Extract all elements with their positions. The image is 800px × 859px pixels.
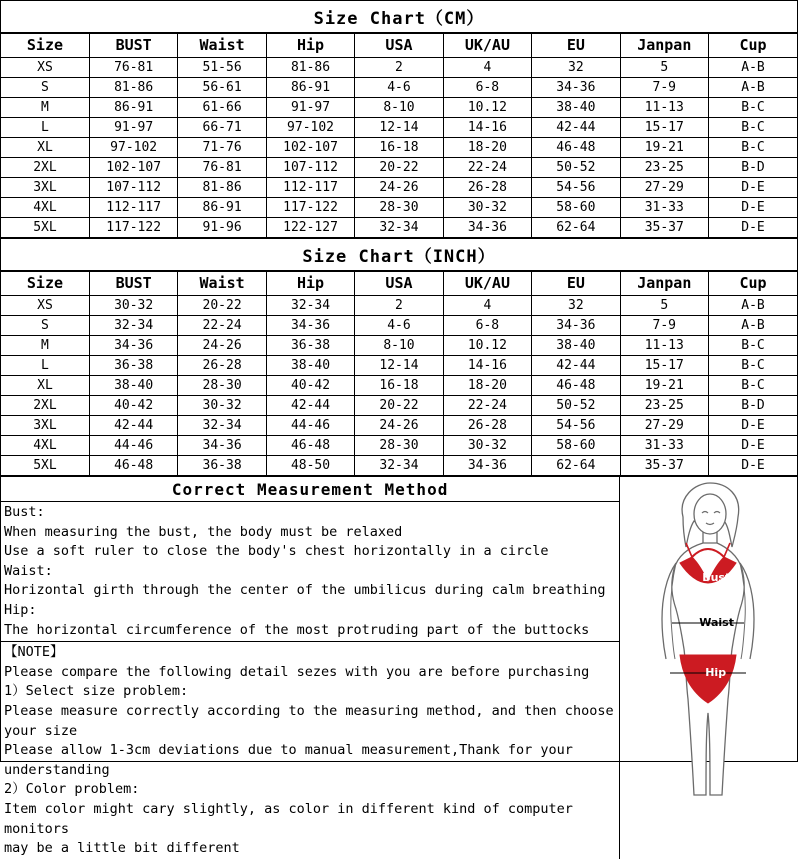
cell-eu: 32 bbox=[532, 296, 620, 316]
cell-janpan: 11-13 bbox=[620, 98, 708, 118]
column-header-eu: EU bbox=[532, 272, 620, 296]
cell-hip: 102-107 bbox=[266, 138, 354, 158]
table-row bbox=[1, 118, 797, 138]
cell-eu: 54-56 bbox=[532, 416, 620, 436]
cell-waist: 28-30 bbox=[178, 376, 266, 396]
cell-bust: 38-40 bbox=[89, 376, 177, 396]
cell-size: XL bbox=[1, 376, 89, 396]
cell-eu: 54-56 bbox=[532, 178, 620, 198]
table-row bbox=[1, 356, 797, 376]
cell-size: L bbox=[1, 356, 89, 376]
cell-janpan: 27-29 bbox=[620, 416, 708, 436]
cell-size: 4XL bbox=[1, 198, 89, 218]
note-line: Please allow 1-3cm deviations due to manual measurement,Thank for your bbox=[4, 742, 573, 759]
cell-bust: 76-81 bbox=[89, 58, 177, 78]
cell-size: XS bbox=[1, 296, 89, 316]
column-header-janpan: Janpan bbox=[620, 34, 708, 58]
table-row bbox=[1, 416, 797, 436]
method-line: Hip: bbox=[4, 601, 37, 618]
cell-bust: 107-112 bbox=[89, 178, 177, 198]
cell-cup: B-D bbox=[709, 396, 798, 416]
cell-size: M bbox=[1, 98, 89, 118]
cell-janpan: 31-33 bbox=[620, 436, 708, 456]
cell-bust: 44-46 bbox=[89, 436, 177, 456]
cell-size: S bbox=[1, 78, 89, 98]
cell-uk-au: 4 bbox=[443, 58, 531, 78]
cell-janpan: 7-9 bbox=[620, 316, 708, 336]
cell-waist: 71-76 bbox=[178, 138, 266, 158]
cell-eu: 50-52 bbox=[532, 158, 620, 178]
cell-uk-au: 22-24 bbox=[443, 396, 531, 416]
cell-waist: 26-28 bbox=[178, 356, 266, 376]
cell-waist: 22-24 bbox=[178, 316, 266, 336]
cell-waist: 36-38 bbox=[178, 456, 266, 476]
column-header-hip: Hip bbox=[266, 272, 354, 296]
cell-waist: 86-91 bbox=[178, 198, 266, 218]
cell-waist: 24-26 bbox=[178, 336, 266, 356]
cell-waist: 51-56 bbox=[178, 58, 266, 78]
face-shape bbox=[694, 494, 726, 534]
cell-usa: 4-6 bbox=[355, 316, 443, 336]
cell-janpan: 19-21 bbox=[620, 138, 708, 158]
cell-janpan: 15-17 bbox=[620, 118, 708, 138]
cell-cup: B-C bbox=[709, 138, 798, 158]
cell-size: S bbox=[1, 316, 89, 336]
cell-janpan: 23-25 bbox=[620, 396, 708, 416]
table-row bbox=[1, 78, 797, 98]
cell-cup: A-B bbox=[709, 58, 798, 78]
table-row bbox=[1, 158, 797, 178]
cell-cup: A-B bbox=[709, 78, 798, 98]
inch-size-table bbox=[1, 271, 797, 476]
column-header-cup: Cup bbox=[709, 272, 798, 296]
cell-hip: 44-46 bbox=[266, 416, 354, 436]
cell-waist: 30-32 bbox=[178, 396, 266, 416]
cell-bust: 40-42 bbox=[89, 396, 177, 416]
cell-hip: 38-40 bbox=[266, 356, 354, 376]
column-header-waist: Waist bbox=[178, 34, 266, 58]
cell-waist: 76-81 bbox=[178, 158, 266, 178]
cell-bust: 30-32 bbox=[89, 296, 177, 316]
cell-cup: D-E bbox=[709, 456, 798, 476]
cell-size: 5XL bbox=[1, 218, 89, 238]
cell-janpan: 35-37 bbox=[620, 456, 708, 476]
cell-bust: 81-86 bbox=[89, 78, 177, 98]
cell-eu: 42-44 bbox=[532, 118, 620, 138]
column-header-bust: BUST bbox=[89, 272, 177, 296]
column-header-bust: BUST bbox=[89, 34, 177, 58]
table-row bbox=[1, 396, 797, 416]
cell-janpan: 19-21 bbox=[620, 376, 708, 396]
cell-eu: 58-60 bbox=[532, 198, 620, 218]
cell-usa: 2 bbox=[355, 58, 443, 78]
cell-bust: 36-38 bbox=[89, 356, 177, 376]
cell-hip: 48-50 bbox=[266, 456, 354, 476]
table-row bbox=[1, 376, 797, 396]
cell-uk-au: 6-8 bbox=[443, 78, 531, 98]
cell-uk-au: 30-32 bbox=[443, 198, 531, 218]
table-row bbox=[1, 58, 797, 78]
column-header-uk-au: UK/AU bbox=[443, 272, 531, 296]
cell-cup: B-C bbox=[709, 98, 798, 118]
cell-janpan: 23-25 bbox=[620, 158, 708, 178]
cell-janpan: 5 bbox=[620, 296, 708, 316]
cm-size-table bbox=[1, 33, 797, 238]
figure-svg bbox=[620, 477, 797, 807]
cell-size: L bbox=[1, 118, 89, 138]
cell-eu: 42-44 bbox=[532, 356, 620, 376]
cell-cup: B-C bbox=[709, 356, 798, 376]
cell-usa: 12-14 bbox=[355, 356, 443, 376]
note-line: 2）Color problem: bbox=[4, 781, 140, 798]
column-header-usa: USA bbox=[355, 272, 443, 296]
table-row bbox=[1, 336, 797, 356]
cell-waist: 61-66 bbox=[178, 98, 266, 118]
cell-bust: 91-97 bbox=[89, 118, 177, 138]
cell-uk-au: 34-36 bbox=[443, 456, 531, 476]
cell-eu: 46-48 bbox=[532, 138, 620, 158]
cell-waist: 32-34 bbox=[178, 416, 266, 436]
cell-cup: D-E bbox=[709, 198, 798, 218]
column-header-size: Size bbox=[1, 272, 89, 296]
cell-waist: 81-86 bbox=[178, 178, 266, 198]
cell-hip: 36-38 bbox=[266, 336, 354, 356]
method-line: When measuring the bust, the body must be relaxed bbox=[4, 523, 403, 540]
cell-cup: D-E bbox=[709, 178, 798, 198]
cell-janpan: 15-17 bbox=[620, 356, 708, 376]
note-line: 【NOTE】 bbox=[4, 644, 64, 661]
cell-usa: 16-18 bbox=[355, 138, 443, 158]
cell-cup: B-C bbox=[709, 376, 798, 396]
cell-usa: 20-22 bbox=[355, 396, 443, 416]
table-row bbox=[1, 316, 797, 336]
table-row bbox=[1, 138, 797, 158]
column-header-usa: USA bbox=[355, 34, 443, 58]
measurement-text-column bbox=[1, 477, 620, 859]
cell-uk-au: 26-28 bbox=[443, 178, 531, 198]
cell-waist: 34-36 bbox=[178, 436, 266, 456]
cell-hip: 117-122 bbox=[266, 198, 354, 218]
cell-uk-au: 26-28 bbox=[443, 416, 531, 436]
method-line: Use a soft ruler to close the body's chest horizontally in a circle bbox=[4, 543, 549, 560]
method-line: Bust: bbox=[4, 504, 45, 520]
note-line: Please compare the following detail sezes with you are before purchasing bbox=[4, 663, 590, 680]
column-header-size: Size bbox=[1, 34, 89, 58]
table-row bbox=[1, 436, 797, 456]
cell-eu: 62-64 bbox=[532, 218, 620, 238]
cell-eu: 50-52 bbox=[532, 396, 620, 416]
cell-hip: 46-48 bbox=[266, 436, 354, 456]
cell-uk-au: 14-16 bbox=[443, 356, 531, 376]
cell-usa: 2 bbox=[355, 296, 443, 316]
cell-size: 5XL bbox=[1, 456, 89, 476]
cell-hip: 107-112 bbox=[266, 158, 354, 178]
cell-cup: B-C bbox=[709, 118, 798, 138]
measurement-method-section bbox=[1, 476, 797, 859]
measurement-figure-column bbox=[620, 477, 797, 859]
cell-bust: 97-102 bbox=[89, 138, 177, 158]
cell-bust: 34-36 bbox=[89, 336, 177, 356]
cell-uk-au: 10.12 bbox=[443, 336, 531, 356]
female-figure-illustration bbox=[620, 477, 797, 859]
cell-hip: 40-42 bbox=[266, 376, 354, 396]
cell-uk-au: 4 bbox=[443, 296, 531, 316]
cell-size: 4XL bbox=[1, 436, 89, 456]
cell-janpan: 7-9 bbox=[620, 78, 708, 98]
cell-hip: 34-36 bbox=[266, 316, 354, 336]
cell-uk-au: 34-36 bbox=[443, 218, 531, 238]
cell-uk-au: 18-20 bbox=[443, 138, 531, 158]
cell-cup: B-D bbox=[709, 158, 798, 178]
cell-eu: 62-64 bbox=[532, 456, 620, 476]
table-header-row bbox=[1, 34, 797, 58]
method-title: Correct Measurement Method bbox=[1, 477, 619, 502]
cell-hip: 91-97 bbox=[266, 98, 354, 118]
cell-size: XS bbox=[1, 58, 89, 78]
note-line: your size bbox=[4, 722, 78, 739]
inch-chart-title: Size Chart（INCH） bbox=[1, 238, 797, 271]
note-line: may be a little bit different bbox=[4, 840, 240, 857]
cell-size: 3XL bbox=[1, 416, 89, 436]
cell-usa: 8-10 bbox=[355, 336, 443, 356]
cell-eu: 34-36 bbox=[532, 78, 620, 98]
cell-bust: 42-44 bbox=[89, 416, 177, 436]
cell-usa: 8-10 bbox=[355, 98, 443, 118]
cell-waist: 20-22 bbox=[178, 296, 266, 316]
cell-waist: 91-96 bbox=[178, 218, 266, 238]
cell-bust: 46-48 bbox=[89, 456, 177, 476]
table-row bbox=[1, 98, 797, 118]
cell-usa: 20-22 bbox=[355, 158, 443, 178]
cell-usa: 28-30 bbox=[355, 198, 443, 218]
cell-janpan: 35-37 bbox=[620, 218, 708, 238]
table-row bbox=[1, 456, 797, 476]
figure-label-hip: Hip bbox=[705, 666, 727, 679]
note-line: Item color might cary slightly, as color in different kind of computer monitors bbox=[4, 800, 573, 837]
cell-usa: 4-6 bbox=[355, 78, 443, 98]
cell-janpan: 31-33 bbox=[620, 198, 708, 218]
cell-bust: 102-107 bbox=[89, 158, 177, 178]
table-row bbox=[1, 218, 797, 238]
method-line: Horizontal girth through the center of the umbilicus during calm breathing bbox=[4, 582, 606, 599]
table-row bbox=[1, 198, 797, 218]
note-line: 1）Select size problem: bbox=[4, 683, 189, 700]
cell-usa: 32-34 bbox=[355, 218, 443, 238]
cell-bust: 32-34 bbox=[89, 316, 177, 336]
cell-waist: 66-71 bbox=[178, 118, 266, 138]
cell-hip: 42-44 bbox=[266, 396, 354, 416]
cell-cup: D-E bbox=[709, 436, 798, 456]
cell-uk-au: 30-32 bbox=[443, 436, 531, 456]
cell-uk-au: 14-16 bbox=[443, 118, 531, 138]
cell-cup: D-E bbox=[709, 416, 798, 436]
cell-usa: 16-18 bbox=[355, 376, 443, 396]
column-header-waist: Waist bbox=[178, 272, 266, 296]
table-row bbox=[1, 296, 797, 316]
cell-eu: 46-48 bbox=[532, 376, 620, 396]
cell-size: 2XL bbox=[1, 158, 89, 178]
cell-janpan: 27-29 bbox=[620, 178, 708, 198]
note-line: understanding bbox=[4, 761, 110, 778]
cell-cup: A-B bbox=[709, 316, 798, 336]
cell-janpan: 5 bbox=[620, 58, 708, 78]
note-body bbox=[1, 642, 619, 859]
cell-janpan: 11-13 bbox=[620, 336, 708, 356]
cell-cup: B-C bbox=[709, 336, 798, 356]
method-line: Waist: bbox=[4, 562, 53, 579]
column-header-janpan: Janpan bbox=[620, 272, 708, 296]
cm-chart-title: Size Chart（CM） bbox=[1, 1, 797, 33]
cell-uk-au: 6-8 bbox=[443, 316, 531, 336]
cell-uk-au: 22-24 bbox=[443, 158, 531, 178]
cell-usa: 32-34 bbox=[355, 456, 443, 476]
cell-cup: D-E bbox=[709, 218, 798, 238]
method-line: The horizontal circumference of the most protruding part of the buttocks bbox=[4, 621, 590, 638]
cell-eu: 58-60 bbox=[532, 436, 620, 456]
figure-label-bust: Bust bbox=[702, 571, 731, 584]
cell-usa: 28-30 bbox=[355, 436, 443, 456]
cell-uk-au: 18-20 bbox=[443, 376, 531, 396]
column-header-hip: Hip bbox=[266, 34, 354, 58]
cell-bust: 112-117 bbox=[89, 198, 177, 218]
cell-size: 2XL bbox=[1, 396, 89, 416]
cell-hip: 122-127 bbox=[266, 218, 354, 238]
cell-hip: 81-86 bbox=[266, 58, 354, 78]
cell-eu: 38-40 bbox=[532, 98, 620, 118]
cell-size: 3XL bbox=[1, 178, 89, 198]
figure-label-waist: Waist bbox=[699, 616, 734, 629]
cell-hip: 32-34 bbox=[266, 296, 354, 316]
column-header-uk-au: UK/AU bbox=[443, 34, 531, 58]
cell-hip: 86-91 bbox=[266, 78, 354, 98]
cell-hip: 97-102 bbox=[266, 118, 354, 138]
cell-size: M bbox=[1, 336, 89, 356]
table-row bbox=[1, 178, 797, 198]
cell-usa: 24-26 bbox=[355, 178, 443, 198]
cell-waist: 56-61 bbox=[178, 78, 266, 98]
cell-cup: A-B bbox=[709, 296, 798, 316]
cell-bust: 86-91 bbox=[89, 98, 177, 118]
cell-usa: 12-14 bbox=[355, 118, 443, 138]
cell-eu: 32 bbox=[532, 58, 620, 78]
cell-bust: 117-122 bbox=[89, 218, 177, 238]
column-header-cup: Cup bbox=[709, 34, 798, 58]
cell-eu: 34-36 bbox=[532, 316, 620, 336]
cell-uk-au: 10.12 bbox=[443, 98, 531, 118]
cell-eu: 38-40 bbox=[532, 336, 620, 356]
cell-size: XL bbox=[1, 138, 89, 158]
column-header-eu: EU bbox=[532, 34, 620, 58]
note-line: Please measure correctly according to the measuring method, and then choose bbox=[4, 702, 614, 719]
cell-hip: 112-117 bbox=[266, 178, 354, 198]
table-header-row bbox=[1, 272, 797, 296]
method-body bbox=[1, 502, 619, 640]
cell-usa: 24-26 bbox=[355, 416, 443, 436]
